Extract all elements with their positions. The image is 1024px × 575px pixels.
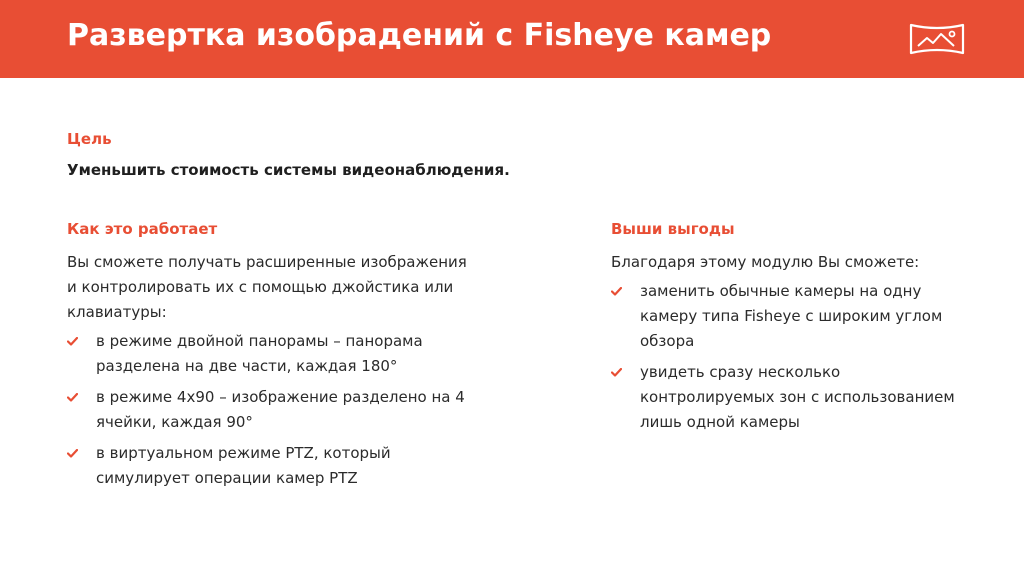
how-it-works-column — [67, 250, 477, 497]
check-icon — [611, 287, 622, 296]
benefits-label: Выши выгоды — [611, 220, 735, 238]
check-icon — [67, 337, 78, 346]
list-item — [611, 360, 971, 435]
page-title: Развертка изобрадений с Fisheye камер — [67, 18, 772, 53]
list-item — [611, 279, 971, 354]
list-item — [67, 441, 477, 491]
benefits-intro: Благодаря этому модулю Вы сможете: — [611, 253, 920, 271]
list-item-text: в виртуальном режиме PTZ, который симулирует операции камер PTZ — [96, 444, 391, 487]
how-it-works-intro: Вы сможете получать расширенные изображения и контролировать их с помощью джойстика или клавиатуры: — [67, 253, 467, 321]
check-icon — [67, 393, 78, 402]
check-icon — [67, 449, 78, 458]
how-it-works-list — [67, 329, 477, 491]
header-bar — [0, 0, 1024, 78]
benefits-list — [611, 279, 971, 435]
benefits-column — [611, 250, 971, 441]
how-it-works-label: Как это работает — [67, 220, 218, 238]
goal-label: Цель — [67, 130, 112, 148]
list-item-text: в режиме 4х90 – изображение разделено на 4 ячейки, каждая 90° — [96, 388, 465, 431]
list-item — [67, 329, 477, 379]
list-item — [67, 385, 477, 435]
list-item-text: увидеть сразу несколько контролируемых зон с использованием лишь одной камеры — [640, 363, 955, 431]
goal-text: Уменьшить стоимость системы видеонаблюдения. — [67, 161, 510, 179]
list-item-text: заменить обычные камеры на одну камеру типа Fisheye с широким углом обзора — [640, 282, 943, 350]
list-item-text: в режиме двойной панорамы – панорама разделена на две части, каждая 180° — [96, 332, 423, 375]
check-icon — [611, 368, 622, 377]
panorama-icon — [908, 20, 966, 58]
